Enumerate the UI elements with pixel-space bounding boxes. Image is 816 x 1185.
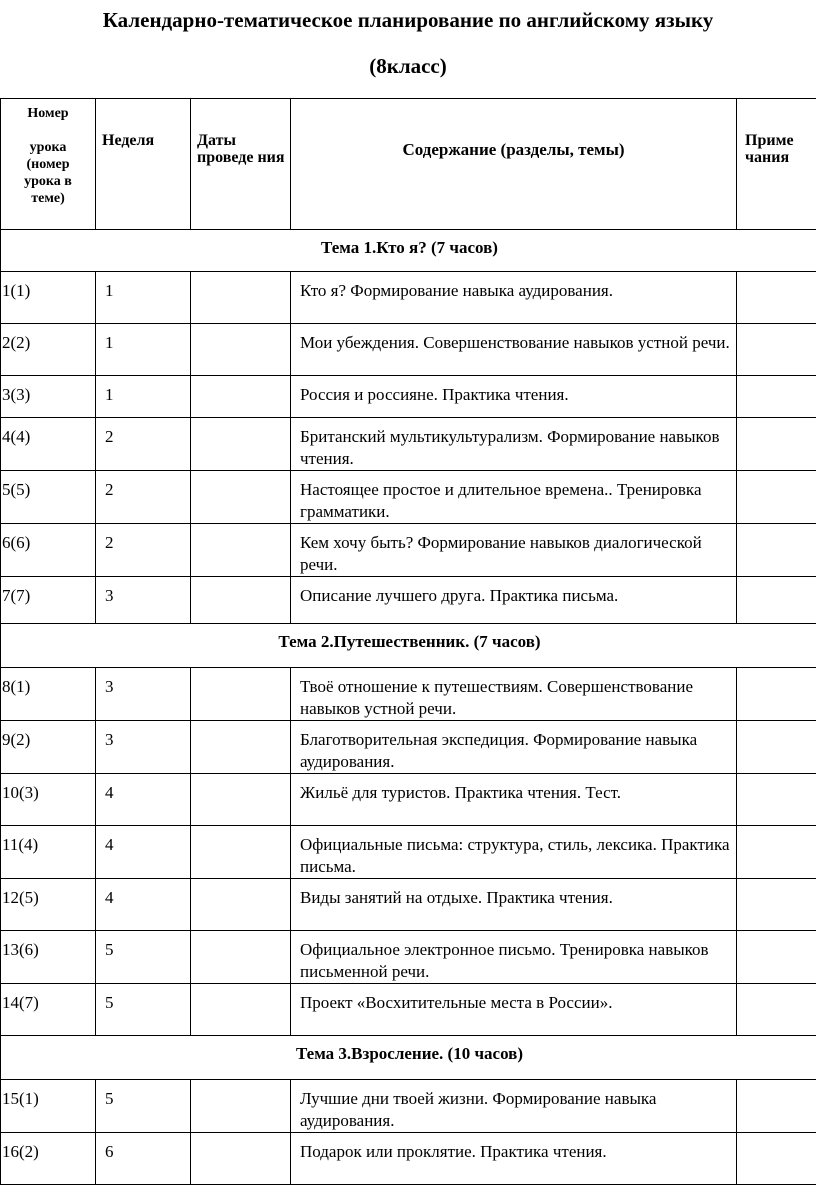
table-row	[1, 524, 816, 577]
header-lesson-number: Номер урока (номер урока в теме)	[1, 99, 96, 230]
lesson-number: 8(1)	[1, 668, 96, 721]
table-row	[1, 931, 816, 984]
table-row	[1, 418, 816, 471]
lesson-notes	[737, 324, 816, 376]
lesson-content: Благотворительная экспедиция. Формирование навыка аудирования.	[291, 721, 737, 774]
lesson-content: Россия и россияне. Практика чтения.	[291, 376, 737, 418]
lesson-notes	[737, 774, 816, 826]
lesson-content: Твоё отношение к путешествиям. Совершенствование навыков устной речи.	[291, 668, 737, 721]
lesson-number: 10(3)	[1, 774, 96, 826]
lesson-week: 3	[96, 721, 191, 774]
lesson-notes	[737, 931, 816, 984]
lesson-number: 3(3)	[1, 376, 96, 418]
lesson-week: 5	[96, 984, 191, 1036]
lesson-number: 7(7)	[1, 577, 96, 624]
lesson-number: 11(4)	[1, 826, 96, 879]
table-row	[1, 984, 816, 1036]
lesson-notes	[737, 826, 816, 879]
lesson-notes	[737, 376, 816, 418]
lesson-number: 2(2)	[1, 324, 96, 376]
lesson-content: Описание лучшего друга. Практика письма.	[291, 577, 737, 624]
lesson-content: Мои убеждения. Совершенствование навыков устной речи.	[291, 324, 737, 376]
table-row	[1, 376, 816, 418]
header-row	[1, 99, 816, 230]
topic-row	[1, 230, 816, 272]
lesson-content: Официальные письма: структура, стиль, лексика. Практика письма.	[291, 826, 737, 879]
page-title: Календарно-тематическое планирование по английскому языку	[0, 8, 816, 32]
lesson-week: 5	[96, 1080, 191, 1133]
lesson-week: 5	[96, 931, 191, 984]
planning-table	[0, 98, 816, 1185]
lesson-content: Настоящее простое и длительное времена.. Тренировка грамматики.	[291, 471, 737, 524]
lesson-date	[191, 668, 291, 721]
table-row	[1, 774, 816, 826]
header-week: Неделя	[96, 99, 191, 230]
lesson-number: 15(1)	[1, 1080, 96, 1133]
table-body	[1, 230, 816, 1185]
lesson-date	[191, 721, 291, 774]
lesson-date	[191, 984, 291, 1036]
table-row	[1, 272, 816, 324]
lesson-number: 4(4)	[1, 418, 96, 471]
lesson-date	[191, 272, 291, 324]
lesson-date	[191, 577, 291, 624]
lesson-notes	[737, 1133, 816, 1185]
lesson-notes	[737, 418, 816, 471]
table-row	[1, 471, 816, 524]
lesson-notes	[737, 1080, 816, 1133]
lesson-notes	[737, 577, 816, 624]
lesson-notes	[737, 524, 816, 577]
topic-row	[1, 1036, 816, 1080]
lesson-content: Виды занятий на отдыхе. Практика чтения.	[291, 879, 737, 931]
header-content: Содержание (разделы, темы)	[291, 99, 737, 230]
lesson-week: 1	[96, 324, 191, 376]
lesson-content: Лучшие дни твоей жизни. Формирование навыка аудирования.	[291, 1080, 737, 1133]
lesson-date	[191, 826, 291, 879]
lesson-number: 13(6)	[1, 931, 96, 984]
lesson-content: Официальное электронное письмо. Тренировка навыков письменной речи.	[291, 931, 737, 984]
lesson-week: 4	[96, 774, 191, 826]
lesson-notes	[737, 984, 816, 1036]
lesson-date	[191, 471, 291, 524]
lesson-week: 3	[96, 577, 191, 624]
lesson-week: 2	[96, 471, 191, 524]
table-row	[1, 879, 816, 931]
lesson-content: Проект «Восхитительные места в России».	[291, 984, 737, 1036]
lesson-date	[191, 1080, 291, 1133]
lesson-content: Подарок или проклятие. Практика чтения.	[291, 1133, 737, 1185]
lesson-date	[191, 931, 291, 984]
lesson-number: 9(2)	[1, 721, 96, 774]
lesson-notes	[737, 272, 816, 324]
header-dates: Даты проведе ния	[191, 99, 291, 230]
lesson-number: 16(2)	[1, 1133, 96, 1185]
lesson-content: Кто я? Формирование навыка аудирования.	[291, 272, 737, 324]
lesson-number: 14(7)	[1, 984, 96, 1036]
lesson-date	[191, 879, 291, 931]
lesson-date	[191, 524, 291, 577]
topic-title: Тема 2.Путешественник. (7 часов)	[1, 624, 816, 668]
lesson-number: 12(5)	[1, 879, 96, 931]
lesson-notes	[737, 471, 816, 524]
lesson-week: 3	[96, 668, 191, 721]
lesson-week: 2	[96, 524, 191, 577]
table-row	[1, 324, 816, 376]
lesson-notes	[737, 879, 816, 931]
table-row	[1, 1133, 816, 1185]
lesson-date	[191, 418, 291, 471]
lesson-content: Жильё для туристов. Практика чтения. Тест.	[291, 774, 737, 826]
lesson-date	[191, 324, 291, 376]
lesson-notes	[737, 668, 816, 721]
lesson-number: 1(1)	[1, 272, 96, 324]
table-row	[1, 668, 816, 721]
lesson-content: Британский мультикультурализм. Формирование навыков чтения.	[291, 418, 737, 471]
lesson-week: 1	[96, 376, 191, 418]
topic-title: Тема 1.Кто я? (7 часов)	[1, 230, 816, 272]
topic-title: Тема 3.Взросление. (10 часов)	[1, 1036, 816, 1080]
lesson-date	[191, 1133, 291, 1185]
lesson-number: 6(6)	[1, 524, 96, 577]
lesson-number: 5(5)	[1, 471, 96, 524]
lesson-notes	[737, 721, 816, 774]
lesson-week: 2	[96, 418, 191, 471]
table-row	[1, 826, 816, 879]
lesson-week: 6	[96, 1133, 191, 1185]
lesson-week: 4	[96, 879, 191, 931]
lesson-content: Кем хочу быть? Формирование навыков диалогической речи.	[291, 524, 737, 577]
table-row	[1, 721, 816, 774]
lesson-date	[191, 774, 291, 826]
header-notes: Приме чания	[737, 99, 816, 230]
table-row	[1, 1080, 816, 1133]
lesson-week: 1	[96, 272, 191, 324]
lesson-date	[191, 376, 291, 418]
table-row	[1, 577, 816, 624]
topic-row	[1, 624, 816, 668]
lesson-week: 4	[96, 826, 191, 879]
page-subtitle: (8класс)	[0, 54, 816, 78]
